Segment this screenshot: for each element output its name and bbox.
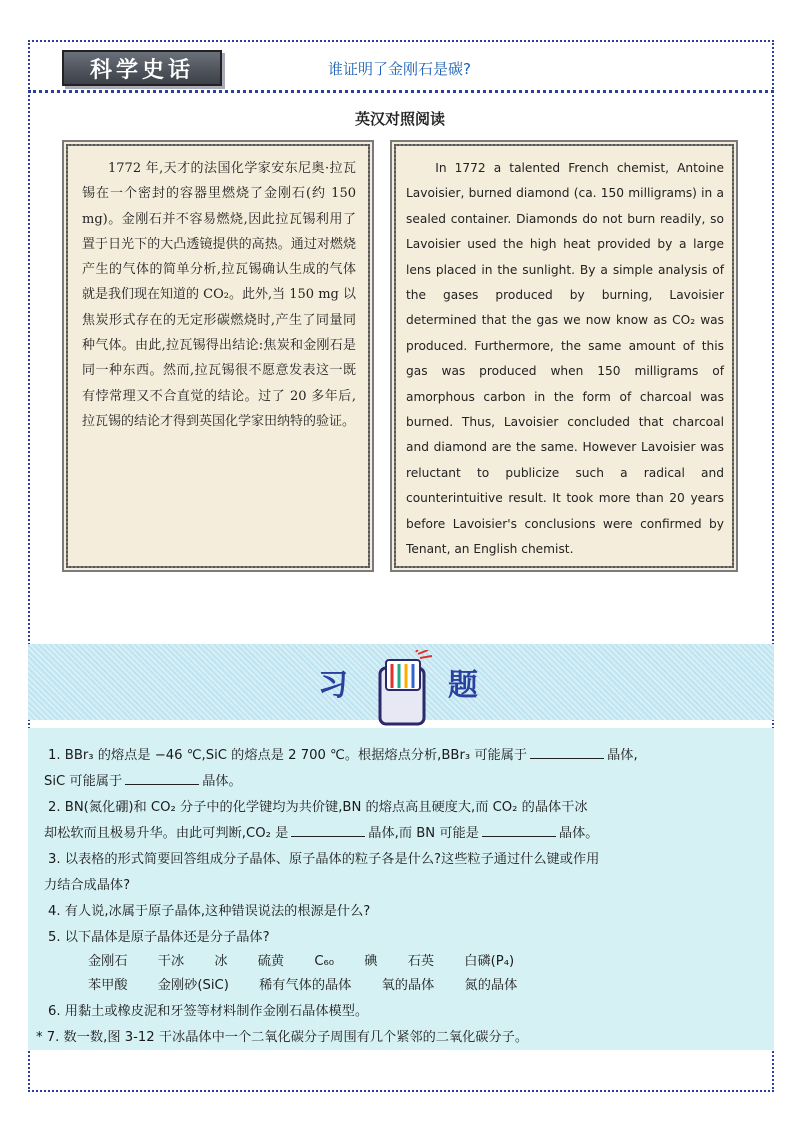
list-item: 冰 [214,954,228,969]
list-item: C₆₀ [314,954,335,969]
answer-blank[interactable] [125,772,199,785]
answer-blank[interactable] [482,824,556,837]
section-title: 谁证明了金刚石是碳? [328,60,471,78]
list-item: 稀有气体的晶体 [259,978,352,993]
english-passage-box [390,140,738,572]
reading-title: 英汉对照阅读 [354,110,445,128]
list-item: 氧的晶体 [381,978,435,993]
question-1-line-2: SiC 可能属于 晶体。 [44,774,242,789]
question-5-list-row-1 [88,950,540,969]
list-item: 硫黄 [257,954,285,969]
list-item: 金刚石 [88,954,128,969]
exercise-title-right: 题 [448,668,478,703]
question-5: 5. 以下晶体是原子晶体还是分子晶体? [48,930,270,945]
chinese-passage-box [62,140,374,572]
list-item: 碘 [364,954,378,969]
question-1-line-1: 1. BBr₃ 的熔点是 −46 ℃,SiC 的熔点是 2 700 ℃。根据熔点分析,BBr₃ 可能属于 晶体, [48,748,638,763]
question-3-line-2: 力结合成晶体? [44,878,131,893]
answer-blank[interactable] [291,824,365,837]
list-item: 氮的晶体 [464,978,518,993]
list-item: 白磷(P₄) [464,954,515,969]
list-item: 干冰 [157,954,185,969]
question-3-line-1: 3. 以表格的形式简要回答组成分子晶体、原子晶体的粒子各是什么?这些粒子通过什么键或作用 [48,852,600,867]
english-passage: In 1772 a talented French chemist, Antoine Lavoisier, burned diamond (ca. 150 milligrams) in a sealed container. Diamonds do not burn readily, so Lavoisier used the high heat provided by a large lens placed in the sunlight. By a simple analysis of the gases produced by burning, Lavoisier determined that the gas we now know as CO₂ was produced. Furthermore, the same amount of this gas was produced when 150 milligrams of amorphous carbon in the form of charcoal was burned. Thus, Lavoisier concluded that charcoal and diamond are the same. However Lavoisier was reluctant to publicize such a radical and counterintuitive result. It took more than 20 years before Lavoisier's conclusions were confirmed by Tenant, an English chemist. [406,161,724,557]
list-item: 苯甲酸 [88,978,128,993]
question-4: 4. 有人说,冰属于原子晶体,这种错误说法的根源是什么? [48,904,371,919]
section-badge: 科学史话 [62,50,222,86]
chinese-passage: 1772 年,天才的法国化学家安东尼奥·拉瓦锡在一个密封的容器里燃烧了金刚石(约 150 mg)。金刚石并不容易燃烧,因此拉瓦锡利用了置于日光下的大凸透镜提供的高热。通过对燃烧产生的气体的简单分析,拉瓦锡确认生成的气体就是我们现在知道的 CO₂。此外,当 150 mg 以焦炭形式存在的无定形碳燃烧时,产生了同量同种气体。由此,拉瓦锡得出结论:焦炭和金刚石是同一种东西。然而,拉瓦锡很不愿意发表这一既有悖常理又不合直觉的结论。过了 20 多年后,拉瓦锡的结论才得到英国化学家田纳特的验证。 [82,161,356,429]
list-item: 石英 [407,954,435,969]
header-divider [28,90,774,93]
question-2-line-1: 2. BN(氮化硼)和 CO₂ 分子中的化学键均为共价键,BN 的熔点高且硬度大,而 CO₂ 的晶体干冰 [48,800,588,815]
question-6: 6. 用黏土或橡皮泥和牙签等材料制作金刚石晶体模型。 [48,1004,369,1019]
notebook-pencils-icon [372,650,434,728]
question-5-list-row-2 [88,974,543,993]
list-item: 金刚砂(SiC) [157,978,229,993]
question-7: * 7. 数一数,图 3-12 干冰晶体中一个二氧化碳分子周围有几个紧邻的二氧化碳分子。 [36,1030,529,1045]
answer-blank[interactable] [530,746,604,759]
exercise-title-left: 习 [318,668,348,703]
question-2-line-2: 却松软而且极易升华。由此可判断,CO₂ 是 晶体,而 BN 可能是 晶体。 [44,826,599,841]
